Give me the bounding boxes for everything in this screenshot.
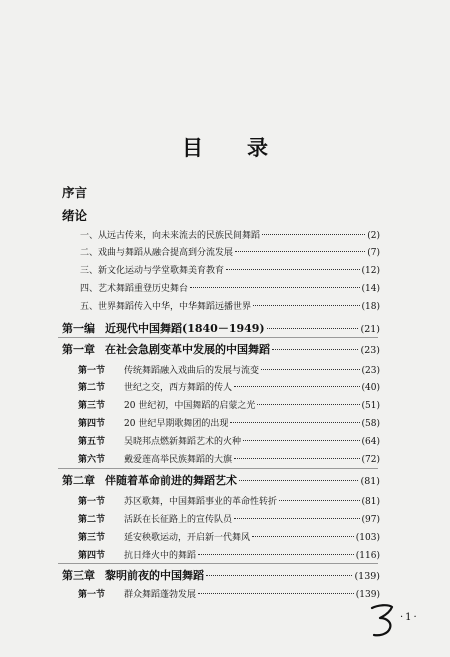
chapter-2-section-3[interactable]: 第三节 延安秧歌运动，开启新一代舞风 (103) (78, 530, 380, 543)
intro-item-2[interactable]: 二、戏曲与舞蹈从融合提高到分流发展 (7) (80, 245, 380, 258)
dot-leader (243, 432, 360, 441)
handwritten-mark-icon (368, 602, 398, 638)
page-number: ·1· (400, 612, 419, 623)
dot-leader (198, 546, 354, 555)
dot-leader (234, 510, 360, 519)
dot-leader (262, 226, 365, 235)
part-1-entry[interactable]: 第一编 近现代中国舞蹈(1840－1949) (21) (62, 322, 380, 335)
chapter-2-section-4[interactable]: 第四节 抗日烽火中的舞蹈 (116) (78, 548, 380, 561)
dot-leader (239, 472, 358, 481)
chapter-1-section-5[interactable]: 第五节 吴晓邦点燃新舞蹈艺术的火种 (64) (78, 434, 380, 447)
chapter-1-section-2[interactable]: 第二节 世纪之交，西方舞蹈的传人 (40) (78, 380, 380, 393)
dot-leader (253, 297, 360, 306)
divider (58, 468, 378, 469)
dot-leader (261, 361, 360, 370)
dot-leader (267, 320, 359, 329)
dot-leader (230, 414, 359, 423)
dot-leader (279, 492, 360, 501)
dot-leader (206, 567, 352, 576)
dot-leader (235, 243, 365, 252)
chapter-3-entry[interactable]: 第三章 黎明前夜的中国舞蹈 (139) (62, 569, 380, 582)
dot-leader (234, 378, 360, 387)
chapter-1-section-6[interactable]: 第六节 戴爱莲高举民族舞蹈的大旗 (72) (78, 452, 380, 465)
chapter-2-entry[interactable]: 第二章 伴随着革命前进的舞蹈艺术 (81) (62, 474, 380, 487)
preface-heading[interactable]: 序言 (62, 185, 88, 200)
dot-leader (234, 450, 360, 459)
intro-item-1[interactable]: 一、从远古传来，向未来流去的民族民间舞蹈 (2) (80, 228, 380, 241)
intro-item-3[interactable]: 三、新文化运动与学堂歌舞美育教育 (12) (80, 263, 380, 276)
page-title: 目录 (182, 135, 312, 160)
dot-leader (272, 341, 358, 350)
chapter-1-section-4[interactable]: 第四节 20 世纪早期歌舞团的出现 (58) (78, 416, 380, 429)
chapter-2-section-1[interactable]: 第一节 苏区歌舞，中国舞蹈事业的革命性转折 (81) (78, 494, 380, 507)
intro-heading[interactable]: 绪论 (62, 208, 88, 223)
dot-leader (252, 528, 354, 537)
chapter-1-section-3[interactable]: 第三节 20 世纪初，中国舞蹈的启蒙之光 (51) (78, 398, 380, 411)
divider (58, 563, 378, 564)
dot-leader (257, 396, 359, 405)
chapter-3-section-1[interactable]: 第一节 群众舞蹈蓬勃发展 (139) (78, 587, 380, 600)
divider (58, 337, 378, 338)
chapter-1-section-1[interactable]: 第一节 传统舞蹈融入戏曲后的发展与流变 (23) (78, 363, 380, 376)
dot-leader (190, 279, 360, 288)
chapter-2-section-2[interactable]: 第二节 活跃在长征路上的宣传队员 (97) (78, 512, 380, 525)
dot-leader (198, 585, 354, 594)
dot-leader (226, 261, 360, 270)
intro-item-5[interactable]: 五、世界舞蹈传入中华，中华舞蹈远播世界 (18) (80, 299, 380, 312)
chapter-1-entry[interactable]: 第一章 在社会急剧变革中发展的中国舞蹈 (23) (62, 343, 380, 356)
intro-item-4[interactable]: 四、艺术舞蹈重登历史舞台 (14) (80, 281, 380, 294)
